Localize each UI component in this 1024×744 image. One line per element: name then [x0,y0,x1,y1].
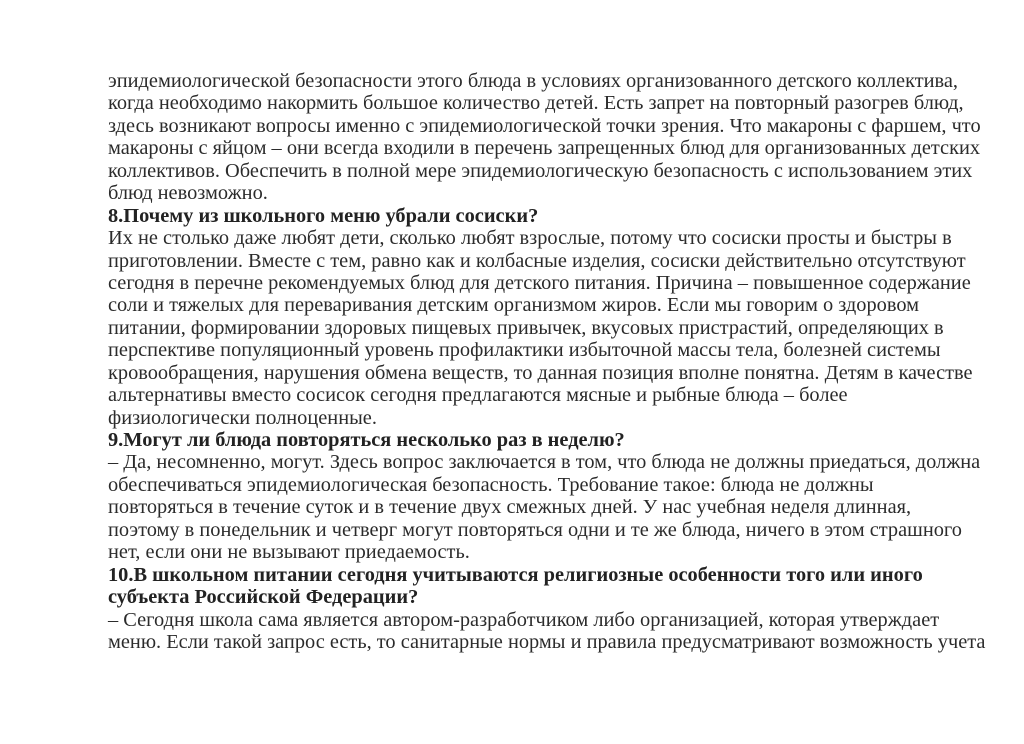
text-line: коллективов. Обеспечить в полной мере эпидемиологическую безопасность с использованием этих [108,159,973,182]
text-line: эпидемиологической безопасности этого блюда в условиях организованного детского коллектива, [108,70,958,92]
text-line: кровообращения, нарушения обмена веществ, то данная позиция вполне понятна. Детям в качестве [108,361,973,384]
paragraph [108,609,985,654]
paragraph [108,227,985,429]
text-line: – Сегодня школа сама является автором-разработчиком либо организацией, которая утверждает [108,608,940,631]
text-line: Их не столько даже любят дети, сколько любят взрослые, потому что сосиски просты и быстры в [108,227,952,250]
text-line: блюд невозможно. [108,182,268,205]
text-line: альтернативы вместо сосисок сегодня предлагаются мясные и рыбные блюда – более [108,384,848,407]
text-line: – Да, несомненно, могут. Здесь вопрос заключается в том, что блюда не должны приедаться, должна [108,451,981,474]
text-line: здесь возникают вопросы именно с эпидемиологической точки зрения. Что макароны с фаршем, что [108,114,981,137]
text-line: макароны с яйцом – они всегда входили в перечень запрещенных блюд для организованных детских [108,137,981,160]
text-line: питании, формировании здоровых пищевых привычек, вкусовых пристрастий, определяющих в [108,316,944,339]
document-page [108,70,985,653]
question-heading [108,205,985,227]
paragraph [108,451,985,563]
text-line: меню. Если такой запрос есть, то санитарные нормы и правила предусматривают возможность учета [108,630,986,653]
text-line: приготовлении. Вместе с тем, равно как и колбасные изделия, сосиски действительно отсутствуют [108,249,966,272]
paragraph [108,70,985,205]
question-heading [108,564,985,609]
text-line: сегодня в перечне рекомендуемых блюд для детского питания. Причина – повышенное содержание [108,271,971,294]
question-heading [108,429,985,451]
text-line: нет, если они не вызывают приедаемость. [108,541,470,564]
text-line: перспективе популяционный уровень профилактики избыточной массы тела, болезней системы [108,339,941,362]
text-line: когда необходимо накормить большое количество детей. Есть запрет на повторный разогрев блюд, [108,92,964,115]
text-line: субъекта Российской Федерации? [108,586,419,609]
text-line: повторяться в течение суток и в течение двух смежных дней. У нас учебная неделя длинная, [108,496,912,519]
text-line: поэтому в понедельник и четверг могут повторяться одни и те же блюда, ничего в этом страшного [108,518,962,541]
text-line: 10.В школьном питании сегодня учитываются религиозные особенности того или иного [108,563,923,586]
text-line: 9.Могут ли блюда повторяться несколько раз в неделю? [108,429,625,451]
text-line: 8.Почему из школьного меню убрали сосиски? [108,204,539,227]
text-line: обеспечиваться эпидемиологическая безопасность. Требование такое: блюда не должны [108,473,874,496]
text-line: физиологически полноценные. [108,406,377,429]
text-line: соли и тяжелых для переваривания детским организмом жиров. Если мы говорим о здоровом [108,294,920,317]
